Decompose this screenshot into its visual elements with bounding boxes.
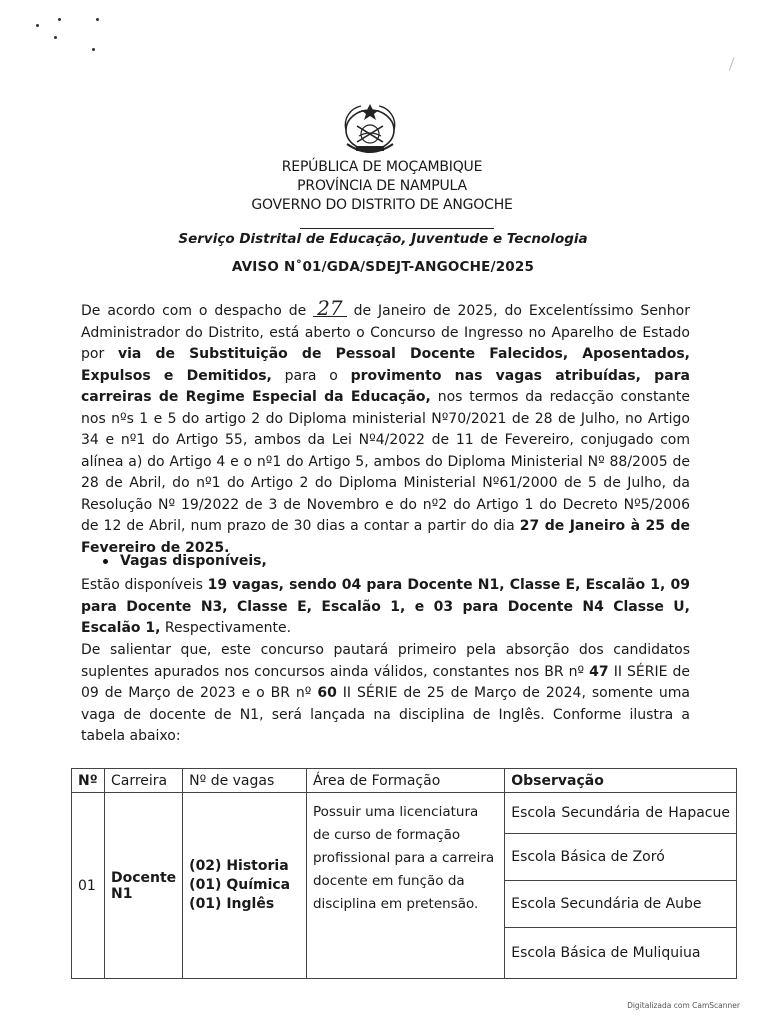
paragraph-despacho xyxy=(81,296,691,559)
cell-career: Docente N1 xyxy=(104,793,182,979)
cell-number: 01 xyxy=(72,793,105,979)
text-span: nos termos da redacção constante nos nºs 1 e 5 do artigo 2 do Diploma ministerial Nº70/2021 de 28 de Julho, no Artigo 34 e nº1 do Artigo 55, ambos da Lei Nº4/2022 de 11 de Fevereiro, conjugado com alínea a) do Artigo 4 e o nº1 do Artigo 5, ambos do Diploma Ministerial Nº 88/2005 de 28 de Abril, do nº1 do Artigo 2 do Diploma Ministerial Nº61/2000 de 5 de Julho, da Resolução Nº 19/2022 de 3 de Novembro e do nº2 do Artigo 1 do Decreto Nº5/2006 de 12 de Abril, num prazo de 30 dias a contar a partir do dia xyxy=(81,389,690,534)
header-observation: Observação xyxy=(505,769,737,793)
notice-title: AVISO N˚01/GDA/SDEJT-ANGOCHE/2025 xyxy=(231,259,535,275)
text-span: De acordo com o despacho de xyxy=(81,303,307,319)
header-area: Área de Formação xyxy=(306,769,504,793)
national-emblem-icon xyxy=(337,100,403,158)
text-span: para o xyxy=(284,367,338,384)
vacancies-table xyxy=(71,768,737,979)
cell-area: Possuir uma licenciatura de curso de formação profissional para a carreira docente em função da disciplina em pretensão. xyxy=(306,793,504,979)
bullet-icon xyxy=(103,559,108,564)
text-span: de Janeiro de 2025, do Excelentíssimo Senhor Administrador do Distrito, está aberto o Concurso de Ingresso no Aparelho de Estado por xyxy=(81,303,690,362)
cell-observation: Escola Básica de Zoró xyxy=(505,834,737,881)
cell-observation: Escola Básica de Muliquiua xyxy=(505,928,737,979)
header-block xyxy=(180,158,584,215)
bold-span: via de Substituição de Pessoal Docente Falecidos, Aposentados, Expulsos e Demitidos, xyxy=(81,346,691,384)
cell-vagas xyxy=(183,793,307,979)
paragraph-vagas xyxy=(81,575,690,640)
scanner-watermark: Digitalizada com CamScanner xyxy=(627,1001,740,1010)
cell-observation: Escola Secundária de Aube xyxy=(505,881,737,928)
paragraph-salientar xyxy=(81,640,690,748)
table-header-row xyxy=(72,769,737,793)
scan-mark xyxy=(729,57,740,73)
bold-span: 27 de Janeiro à 25 de Fevereiro de 2025. xyxy=(81,518,691,556)
bullet-vagas xyxy=(103,553,267,569)
vaga-item: (02) Historia xyxy=(189,858,289,874)
cell-observation: Escola Secundária de Hapacue xyxy=(505,793,737,834)
header-divider xyxy=(300,228,494,229)
service-name: Serviço Distrital de Educação, Juventude e Tecnologia xyxy=(178,231,588,247)
table-row xyxy=(72,793,737,834)
bold-span: provimento nas vagas atribuídas, para carreiras de Regime Especial da Educação, xyxy=(81,367,690,405)
text-span: Estão disponíveis xyxy=(81,577,203,593)
header-government: GOVERNO DO DISTRITO DE ANGOCHE xyxy=(251,197,513,213)
speck xyxy=(92,48,95,51)
header-vagas: Nº de vagas xyxy=(183,769,307,793)
text-span: De salientar que, este concurso pautará primeiro pela absorção dos candidatos suplentes apurados nos concursos ainda válidos, constantes nos BR nº xyxy=(81,642,690,680)
speck xyxy=(96,18,99,21)
text-span: II SÉRIE de 25 de Março de 2024, somente uma vaga de docente de N1, será lançada na disciplina de Inglês. Conforme ilustra a tabela abaixo: xyxy=(81,685,690,744)
vaga-item: (01) Inglês xyxy=(189,896,275,912)
speck xyxy=(54,36,57,39)
header-number: Nº xyxy=(72,769,105,793)
speck xyxy=(58,18,61,21)
text-span: Respectivamente. xyxy=(164,620,292,636)
header-career: Carreira xyxy=(104,769,182,793)
bold-span: 60 xyxy=(317,685,337,701)
vaga-item: (01) Química xyxy=(189,877,291,893)
bullet-label: Vagas disponíveis, xyxy=(120,553,267,569)
header-province: PROVÍNCIA DE NAMPULA xyxy=(297,178,467,194)
speck xyxy=(36,24,39,27)
scan-specks xyxy=(30,10,110,60)
handwritten-date: 27 xyxy=(313,300,346,317)
text-span: II SÉRIE de 09 de Março de 2023 e o BR nº xyxy=(81,663,690,701)
bold-span: 19 vagas, sendo 04 para Docente N1, Classe E, Escalão 1, 09 para Docente N3, Classe E, Escalão 1, e 03 para Docente N4 Classe U, Escalão 1, xyxy=(81,577,690,636)
header-republic: REPÚBLICA DE MOÇAMBIQUE xyxy=(281,159,483,175)
bold-span: 47 xyxy=(589,663,609,680)
